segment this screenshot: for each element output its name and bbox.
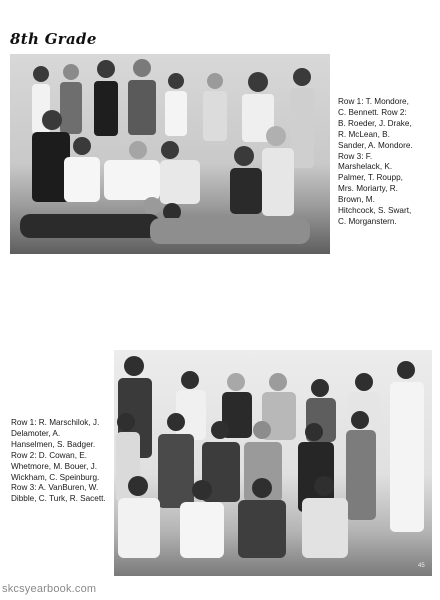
caption-line: Delamoter, A.: [11, 428, 61, 438]
page-title: 8th Grade: [10, 30, 97, 48]
caption-line: Sander, A. Mondore.: [338, 140, 413, 150]
page-number: 45: [418, 563, 425, 569]
caption-line: Row 3: A. VanBuren, W.: [11, 483, 99, 493]
class-photo-top: [10, 54, 330, 254]
caption-line: Row 1: R. Marschilok, J.: [11, 418, 100, 427]
caption-line: R. McLean, B.: [338, 129, 390, 139]
caption-line: Row 3: F.: [338, 151, 373, 161]
photo-top-caption: [338, 97, 438, 228]
class-photo-bottom: [114, 350, 432, 576]
caption-line: Palmer, T. Roupp,: [338, 173, 403, 183]
caption-line: Row 1: T. Mondore,: [338, 97, 409, 106]
site-watermark: skcsyearbook.com: [2, 583, 97, 595]
photo-bottom-caption: [11, 418, 111, 505]
caption-line: Hitchcock, S. Swart,: [338, 206, 412, 216]
caption-line: Whetmore, M. Bouer, J.: [11, 461, 97, 471]
caption-line: C. Bennett. Row 2:: [338, 107, 407, 117]
caption-line: Brown, M.: [338, 195, 375, 205]
caption-line: Wickham, C. Speinburg.: [11, 472, 100, 482]
class-photo-bottom-figures: [114, 350, 432, 576]
caption-line: Hanselmen, S. Badger.: [11, 439, 96, 449]
caption-line: Row 2: D. Cowan, E.: [11, 450, 87, 460]
caption-line: C. Morganstern.: [338, 216, 397, 226]
class-photo-top-figures: [10, 54, 330, 254]
caption-line: B. Roeder, J. Drake,: [338, 118, 412, 128]
caption-line: Mrs. Moriarty, R.: [338, 184, 398, 194]
caption-line: Marshelack, K.: [338, 162, 393, 172]
caption-line: Dibble, C. Turk, R. Sacett.: [11, 494, 106, 504]
